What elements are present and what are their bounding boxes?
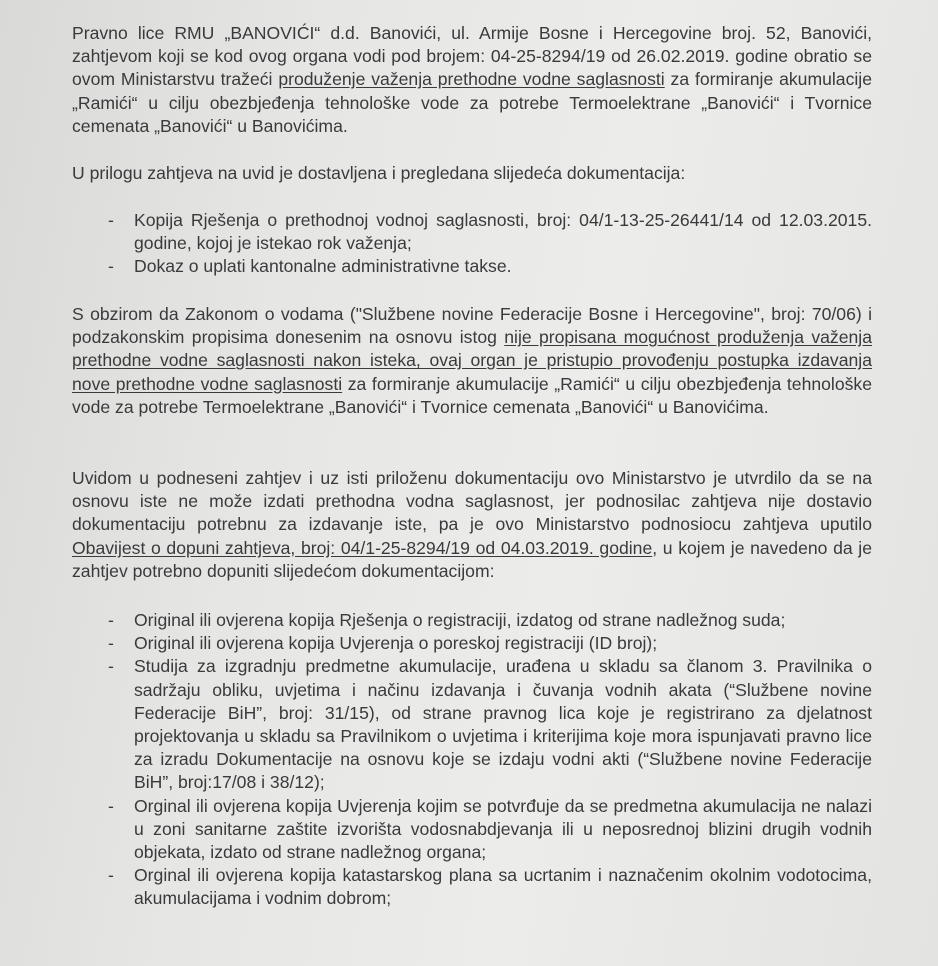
paragraph-law: [72, 303, 872, 419]
list-item-text: Original ili ovjerena kopija Rješenja o registraciji, izdatog od strane nadležnog suda;: [134, 610, 786, 630]
list-item-text: Orginal ili ovjerena kopija Uvjerenja kojim se potvrđuje da se predmetna akumulacija ne nalazi u zoni sanitarne zaštite izvorišta vodosnabdjevanja ili u neposrednoj blizini drugih vodnih objekata, izdato od strane nadležnog organa;: [134, 795, 872, 863]
paragraph-law-text-a: S obzirom da Zakonom o vodama ("Službene novine Federacije Bosne i Hercegovine", broj: 70/06) i podzakonskim propisima donesenim na osnovu istog: [72, 304, 872, 348]
dash-bullet: -: [108, 633, 114, 654]
paragraph-inspection-text-a: Uvidom u podneseni zahtjev i uz isti priloženu dokumentaciju ovo Ministarstvo je utvrdilo da se na osnovu iste ne može izdati prethodna vodna saglasnost, jer podnosilac zahtjeva nije dostavio dokumentaciju potrebnu za izdavanje iste, pa je ovo Ministarstvo podnosiocu zahtjeva uputilo: [72, 468, 872, 535]
list-item: [72, 609, 872, 632]
paragraph-law-underlined: nije propisana mogućnost produženja važenja prethodne vodne saglasnosti nakon isteka, ovaj organ je pristupio provođenju postupka izdavanja nove prethodne vodne saglasnosti: [72, 327, 872, 394]
dash-bullet: -: [108, 795, 114, 816]
list-item-text: Dokaz o uplati kantonalne administrativne takse.: [134, 256, 512, 277]
dash-bullet: -: [108, 210, 114, 230]
list-item: [72, 632, 872, 655]
list-item: [72, 209, 872, 255]
paragraph-request: [72, 22, 872, 138]
list-item-text: Studija za izgradnju predmetne akumulacije, urađena u skladu sa članom 3. Pravilnika o sadržaju obliku, uvjetima i načinu izdavanja i čuvanja vodnih akata (“Službene novine Federacije BiH”, broj: 31/15), od strane pravnog lica koje je registrirano za djelatnost projektovanja u skladu sa Pravilnikom o uvjetima i kriterijima koje mora ispunjavati pravno lice za izradu Dokumentacije na osnovu koje se izdaju vodni akti (“Službene novine Federacije BiH”, broj:17/08 i 38/12);: [134, 656, 872, 793]
paragraph-inspection: [72, 467, 872, 583]
paragraph-law-text-b: za formiranje akumulacije „Ramići“ u cilju obezbjeđenja tehnološke vode za potrebe Termoelektrane „Banovići“ i Tvornice cemenata „Banovići“ u Banovićima.: [72, 373, 873, 417]
paragraph-request-text-a: Pravno lice RMU „BANOVIĆI“ d.d. Banovići, ul. Armije Bosne i Hercegovine broj. 52, Banovići, zahtjevom koji se kod ovog organa vodi pod brojem: 04-25-8294/19 od 26.02.2019. godine obratio se ovom Ministarstvu tražeći: [72, 23, 872, 90]
list-item-text: Kopija Rješenja o prethodnoj vodnoj saglasnosti, broj: 04/1-13-25-26441/14 od 12.03.2015. godine, kojoj je istekao rok važenja;: [134, 210, 872, 254]
list-item-text: Orginal ili ovjerena kopija katastarskog plana sa ucrtanim i naznačenim okolnim vodotocima, akumulacijama i vodnim dobrom;: [134, 865, 872, 909]
dash-bullet: -: [108, 865, 114, 886]
paragraph-attachments-intro: U prilogu zahtjeva na uvid je dostavljena i pregledana slijedeća dokumentacija:: [72, 163, 686, 183]
list-item: [72, 864, 872, 910]
paragraph-inspection-text-b: , u kojem je navedeno da je zahtjev potrebno dopuniti slijedećom dokumentacijom:: [72, 537, 872, 581]
list-item: [72, 655, 872, 794]
list-item-text: Original ili ovjerena kopija Uvjerenja o poreskoj registraciji (ID broj);: [134, 633, 658, 654]
dash-bullet: -: [108, 610, 114, 630]
paragraph-request-underlined: produženje važenja prethodne vodne saglasnosti: [278, 69, 665, 90]
dash-bullet: -: [108, 256, 114, 277]
attachments-list: [72, 209, 872, 279]
paragraph-request-text-b: za formiranje akumulacije „Ramići“ u cilju obezbjeđenja tehnološke vode za potrebe Termoelektrane „Banovići“ i Tvornice cemenata „Banovići“ u Banovićima.: [72, 69, 872, 136]
dash-bullet: -: [108, 656, 114, 677]
required-documents-list: [72, 609, 872, 911]
list-item: [72, 795, 872, 865]
paragraph-inspection-underlined: Obavijest o dopuni zahtjeva, broj: 04/1-25-8294/19 od 04.03.2019. godine: [72, 537, 653, 558]
list-item: [72, 255, 872, 278]
